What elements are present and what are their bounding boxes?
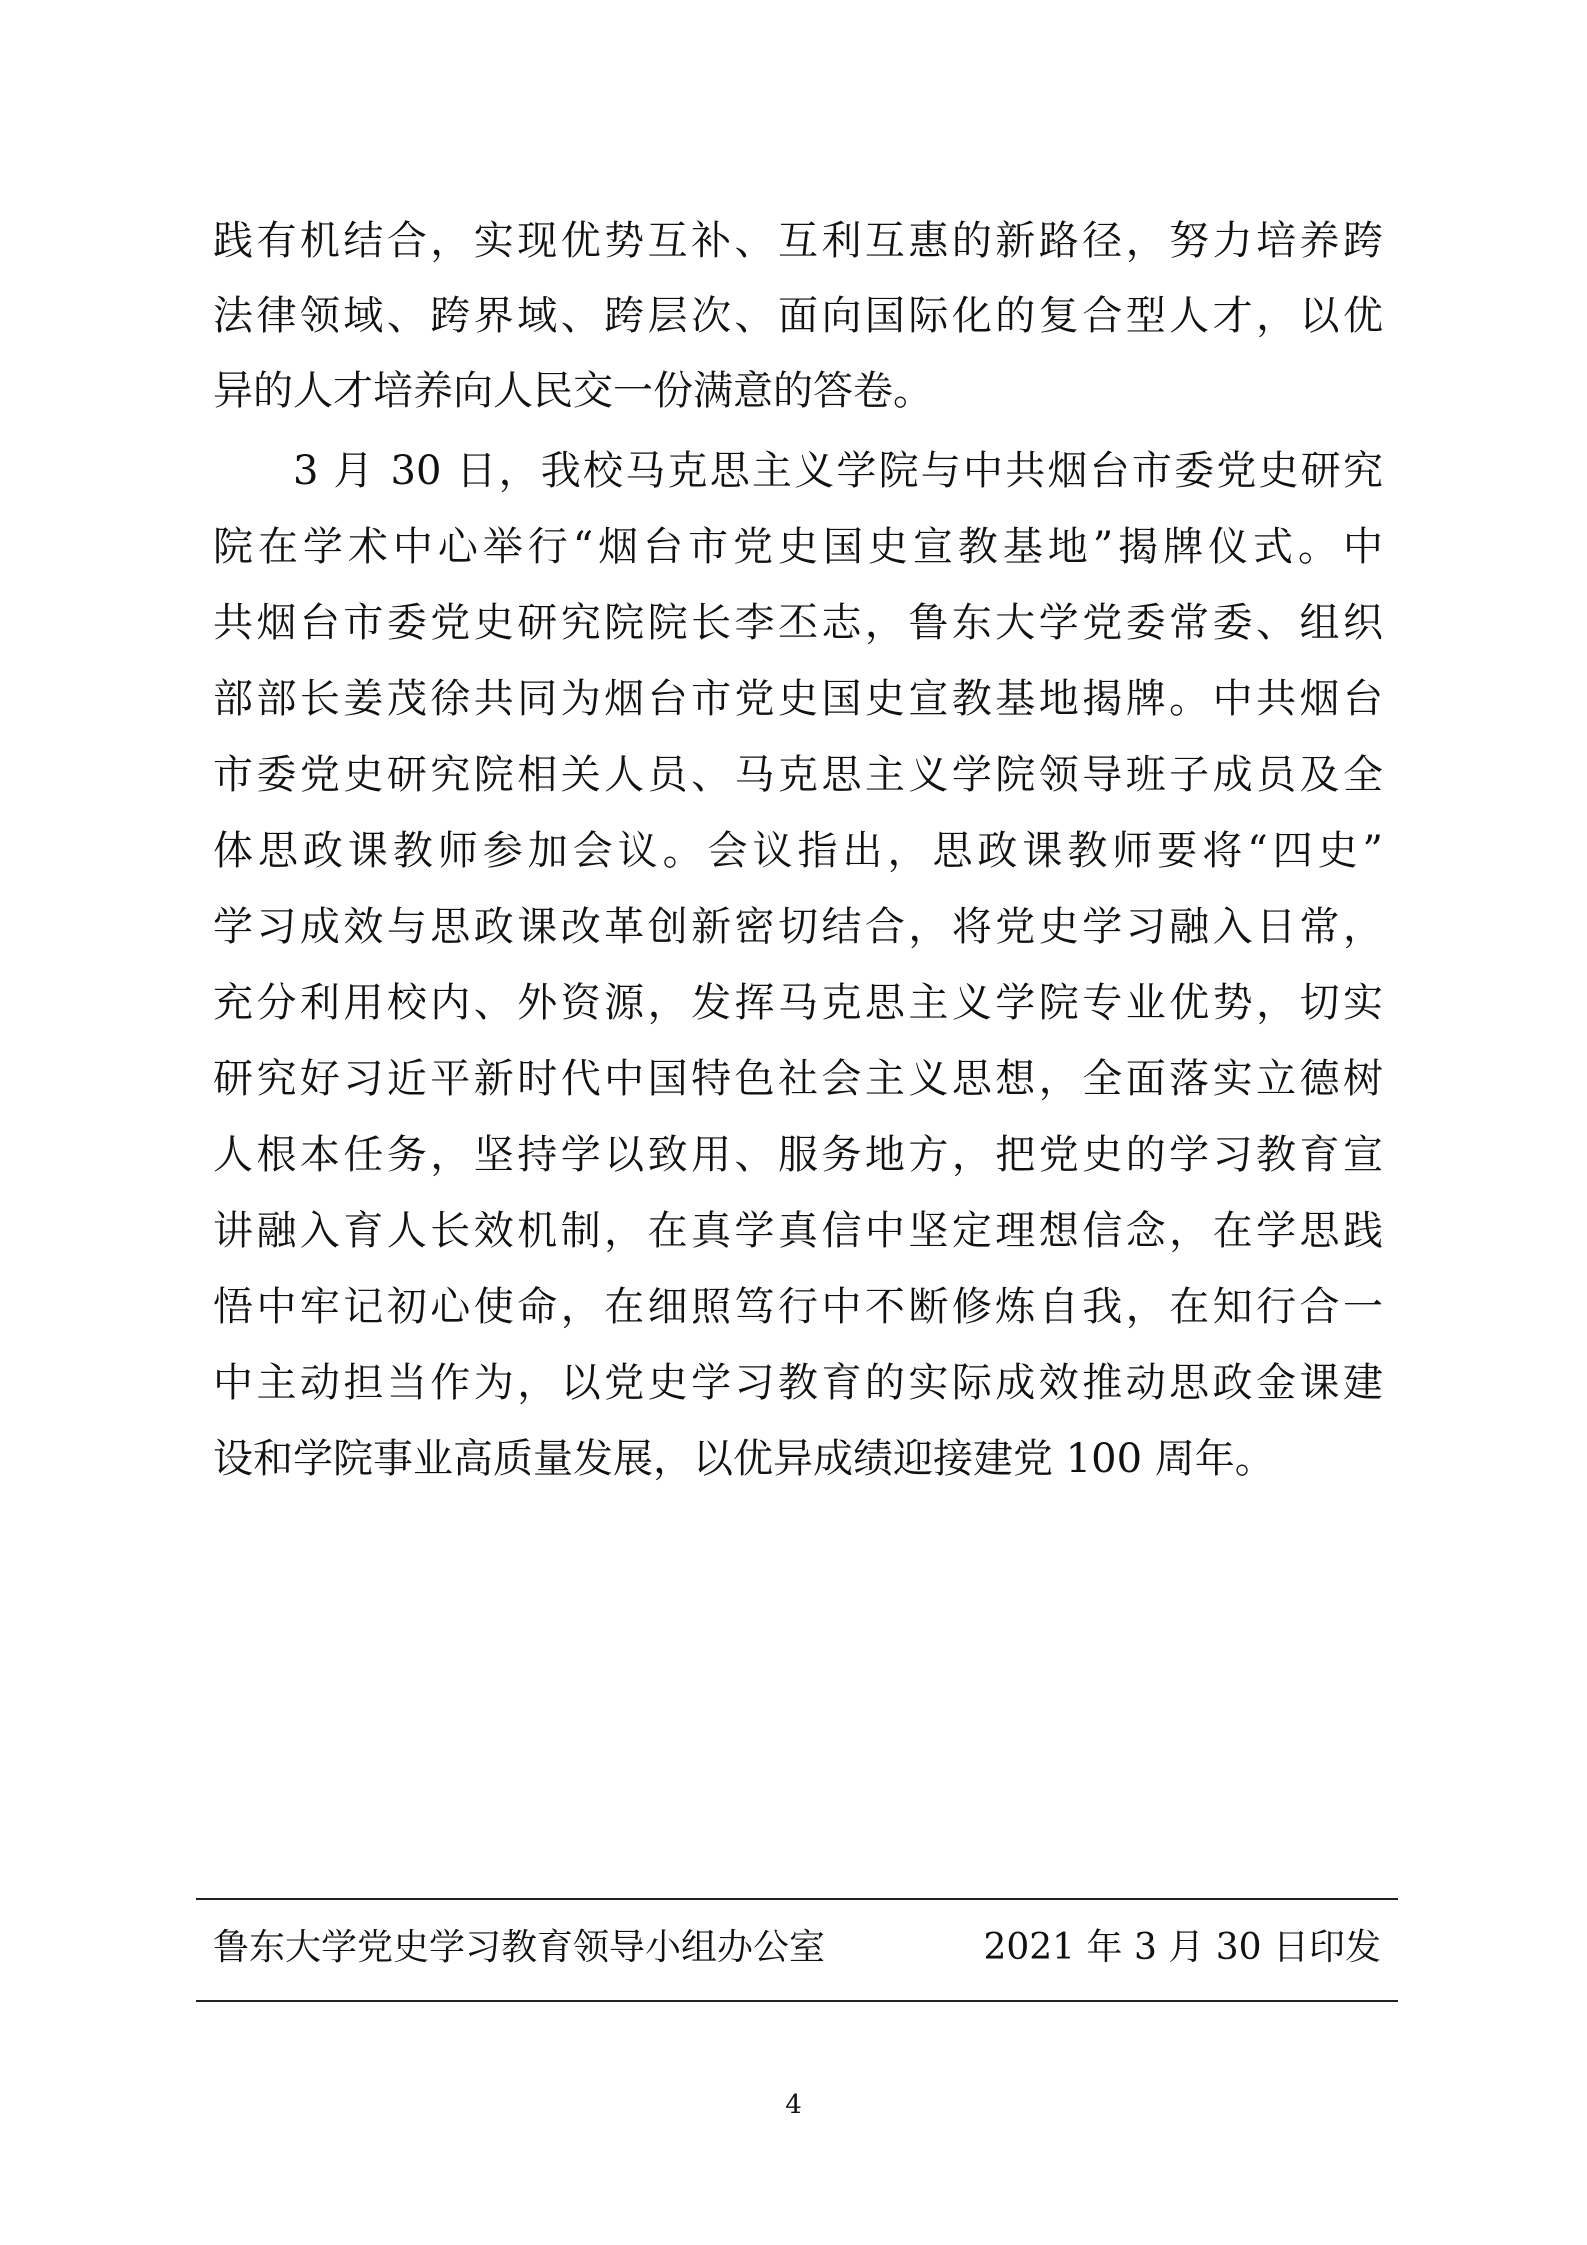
page-number: 4 xyxy=(785,2090,802,2120)
body-line-14: 讲融入育人长效机制，在真学真信中坚定理想信念，在学思践 xyxy=(213,1208,1383,1254)
footer-date: 2021 年 3 月 30 日印发 xyxy=(983,1927,1381,1968)
footer-issuer: 鲁东大学党史学习教育领导小组办公室 xyxy=(213,1927,826,1968)
body-line-5: 院在学术中心举行“烟台市党史国史宣教基地”揭牌仪式。中 xyxy=(213,524,1383,570)
body-line-3: 异的人才培养向人民交一份满意的答卷。 xyxy=(213,368,933,414)
body-line-12: 研究好习近平新时代中国特色社会主义思想，全面落实立德树 xyxy=(213,1056,1383,1102)
body-line-16: 中主动担当作为，以党史学习教育的实际成效推动思政金课建 xyxy=(213,1360,1383,1406)
body-line-17: 设和学院事业高质量发展，以优异成绩迎接建党 100 周年。 xyxy=(213,1436,1275,1482)
footer-top-rule xyxy=(196,1898,1398,1900)
body-line-9: 体思政课教师参加会议。会议指出，思政课教师要将“四史” xyxy=(213,828,1383,874)
body-line-8: 市委党史研究院相关人员、马克思主义学院领导班子成员及全 xyxy=(213,752,1383,798)
body-line-11: 充分利用校内、外资源，发挥马克思主义学院专业优势，切实 xyxy=(213,980,1383,1026)
body-line-4: 3 月 30 日，我校马克思主义学院与中共烟台市委党史研究 xyxy=(293,448,1383,494)
footer-bottom-rule xyxy=(196,2000,1398,2002)
body-line-10: 学习成效与思政课改革创新密切结合，将党史学习融入日常， xyxy=(213,904,1383,950)
body-line-7: 部部长姜茂徐共同为烟台市党史国史宣教基地揭牌。中共烟台 xyxy=(213,676,1383,722)
body-line-15: 悟中牢记初心使命，在细照笃行中不断修炼自我，在知行合一 xyxy=(213,1284,1383,1330)
body-line-13: 人根本任务，坚持学以致用、服务地方，把党史的学习教育宣 xyxy=(213,1132,1383,1178)
body-line-6: 共烟台市委党史研究院院长李丕志，鲁东大学党委常委、组织 xyxy=(213,600,1383,646)
body-line-1: 践有机结合，实现优势互补、互利互惠的新路径，努力培养跨 xyxy=(213,218,1383,264)
body-line-2: 法律领域、跨界域、跨层次、面向国际化的复合型人才，以优 xyxy=(213,293,1383,339)
